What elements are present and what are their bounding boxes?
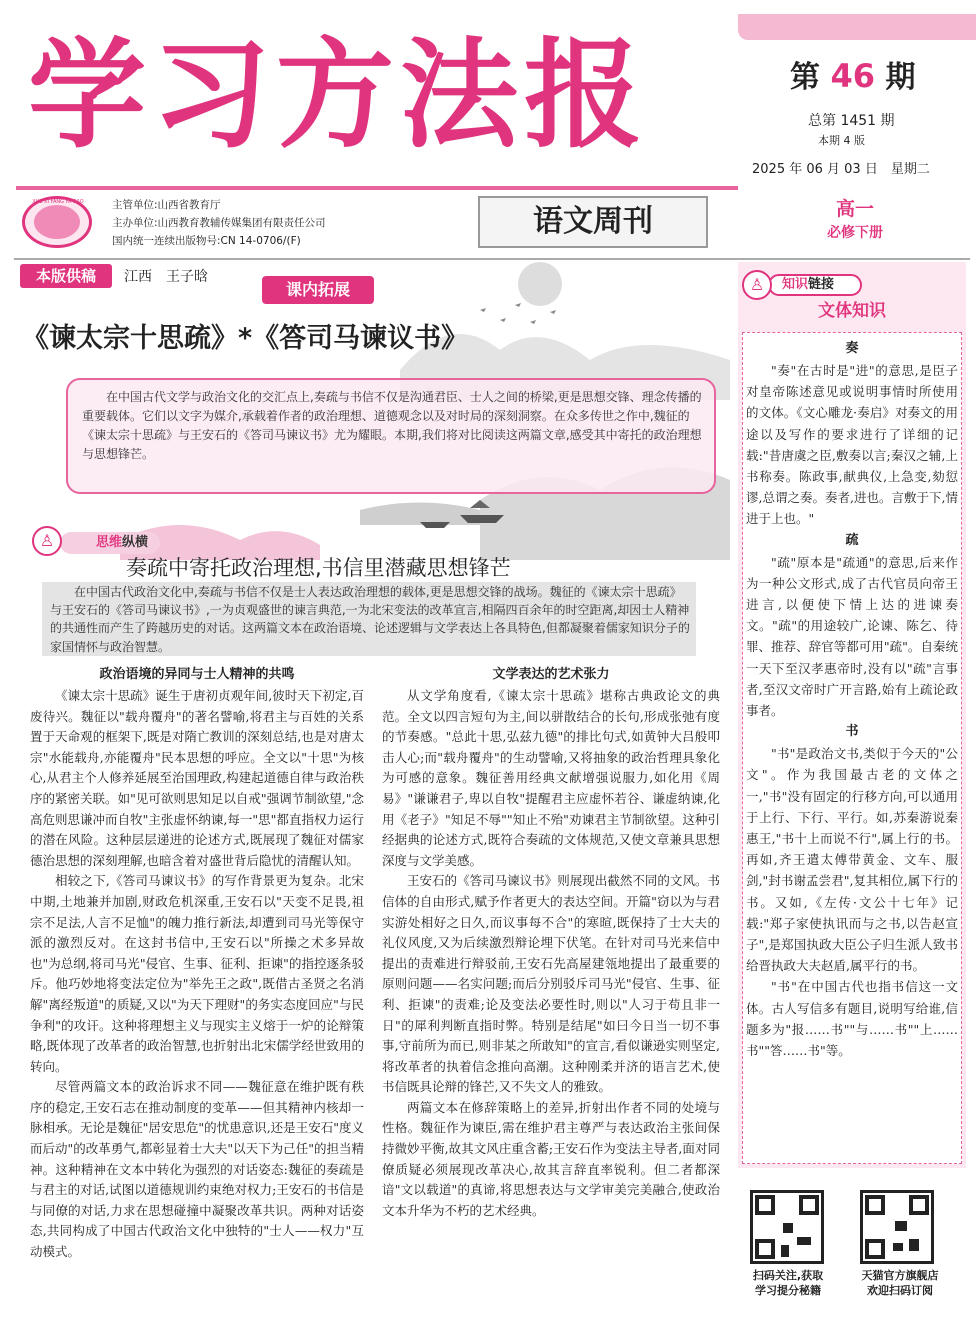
scholar-icon: ♙ [32,526,62,556]
sidebar-title: 文体知识 [818,301,886,321]
section-tag-a: 思维 [96,535,123,550]
heading-shu-letter: 书 [845,724,859,740]
article-subtitle: 奏疏中寄托政治理想,书信里潜藏思想锋芒 [126,556,511,580]
paragraph: "书"是政治文书,类似于今天的"公文"。作为我国最古老的文体之一,"书"没有固定的行移方向,可以通用于上行、下行、平行。如,苏秦游说秦惠王,"书十上而说不行",属上行的书。再如,齐王遣太傅带黄金、文车、服剑,"封书谢孟尝君",复其相位,属下行的书。又如,《左传·文公十七年》记载:"郑子家使执讯而与之书,以告赵宣子",是郑国执政大臣公子归生派人致书给晋执政大夫赵盾,属平行的书。 [746,746,958,974]
heading-political-context: 政治语境的异同与士人精神的共鸣 [99,667,295,682]
book-label: 必修下册 [827,225,883,241]
lead-text: 在中国古代政治文化中,奏疏与书信不仅是士人表达政治理想的载体,更是思想交锋的战场。魏征的《谏太宗十思疏》与王安石的《答司马谏议书》,一为贞观盛世的谏言典范,一为北宋变法的改革宣言,相隔四百余年的时空距离,却因士人精神的共通性而产生了跨越历史的对话。这两篇文本在政治语境、论述逻辑与文学表达上各具特色,但都凝聚着儒家知识分子的家国情怀与政治智慧。 [50,585,690,654]
paragraph: 两篇文本在修辞策略上的差异,折射出作者不同的处境与性格。魏征作为谏臣,需在维护君主尊严与表达政治主张间保持微妙平衡,故其文风庄重含蓄;王安石作为变法主导者,面对同僚质疑必须展现改革决心,故其言辞直率锐利。但二者都深谙"文以载道"的真谛,将思想表达与文学审美完美融合,使政治文本升华为不朽的艺术经典。 [382,1099,720,1218]
issue-number: 第 46 期 [790,57,916,95]
qr-caption-line: 天猫官方旗舰店 [861,1269,939,1282]
host-line: 主办单位:山西教育教辅传媒集团有限责任公司 [112,217,326,229]
qr-caption-line: 学习提分秘籍 [755,1284,821,1297]
author-name: 江西 王子晗 [124,269,208,285]
paragraph: "书"在中国古代也指书信这一文体。古人写信多有题目,说明写给谁,信题多为"报……书""与……书""上……书""答……书"等。 [746,979,958,1059]
qr-code-icon[interactable] [860,1190,934,1264]
issue-band [738,14,976,40]
intro-text: 在中国古代文学与政治文化的交汇点上,奏疏与书信不仅是沟通君臣、士人之间的桥梁,更是思想交锋、理念传播的重要载体。它们以文字为媒介,承载着作者的政治理想、道德观念以及对时局的深刻洞察。在众多传世之作中,魏征的《谏太宗十思疏》与王安石的《答司马谏议书》尤为耀眼。本期,我们将对比阅读这两篇文章,感受其中寄托的政治理想与思想锋芒。 [82,390,702,461]
issue-date: 2025 年 06 月 03 日 星期二 [752,162,930,177]
qr-caption-line: 扫码关注,获取 [752,1269,824,1282]
paragraph: 《谏太宗十思疏》诞生于唐初贞观年间,彼时天下初定,百废待兴。魏征以"载舟覆舟"的著名譬喻,将君主与百姓的关系置于天命观的框架下,既是对隋亡教训的深刻总结,也是对唐太宗"水能载舟,亦能覆舟"民本思想的呼应。全文以"十思"为核心,从君主个人修养延展至治国理政,构建起道德自律与政治秩序的紧密关联。如"见可欲则思知足以自戒"强调节制欲望,"念高危则思谦冲而自牧"主张虚怀纳谏,每一"思"都直指权力运行的潜在风险。这种层层递进的论述方式,既展现了魏征对儒家德治思想的深刻理解,也暗含着对盛世背后隐忧的清醒认知。 [30,688,364,868]
qr-caption-line: 欢迎扫码订阅 [867,1284,933,1297]
page-count: 本期 4 版 [818,134,865,147]
qr-caption-left [740,1268,836,1298]
heading-zou: 奏 [845,341,859,356]
grade-label: 高一 [835,198,874,220]
provider-tag: 本版供稿 [20,264,112,288]
logo-text: XUE XI FANG FA BAO [32,199,84,205]
qr-caption-right [850,1268,950,1298]
knowledge-tag-b: 链接 [808,277,835,292]
column-tag: 课内拓展 [262,276,374,304]
section-tag-b: 纵横 [122,535,149,550]
paragraph: "奏"在古时是"进"的意思,是臣子对皇帝陈述意见或说明事情时所使用的文体。《文心雕龙·奏启》对奏文的用途以及写作的要求进行了详细的记载:"昔唐虞之臣,敷奏以言;秦汉之辅,上书称奏。陈政事,献典仪,上急变,劾愆谬,总谓之奏。奏者,进也。言敷于下,情进于上也。" [746,363,958,527]
newspaper-title: 学习方法报 [28,26,649,164]
body-column-2 [382,664,720,1221]
paragraph: 王安石的《答司马谏议书》则展现出截然不同的文风。书信体的自由形式,赋予作者更大的表达空间。开篇"窃以为与君实游处相好之日久,而议事每不合"的寒暄,既保持了士大夫的礼仪风度,又为后续激烈辩论埋下伏笔。在针对司马光来信中提出的责难进行辩驳前,王安石先高屋建瓴地提出了最重要的原则问题——名实问题;而后分别驳斥司马光"侵官、生事、征利、拒谏"的责难;论及变法必要性时,则以"人习于苟且非一日"的犀利判断直指时弊。特别是结尾"如曰今日当一切不事事,守前所为而已,则非某之所敢知"的宣言,看似谦逊实则坚定,将改革者的执着信念推向高潮。这种刚柔并济的语言艺术,使书信既具论辩的锋芒,又不失文人的雅致。 [382,873,720,1095]
total-issue: 总第 1451 期 [808,113,895,129]
heading-literary-tension: 文学表达的艺术张力 [492,667,610,682]
masthead-divider [16,186,738,190]
scholar-icon: ♙ [742,270,772,300]
weekly-name: 语文周刊 [478,196,708,248]
cn-line: 国内统一连续出版物号:CN 14-0706/(F) [112,235,301,247]
sidebar-content [746,338,958,1061]
paragraph: 从文学角度看,《谏太宗十思疏》堪称古典政论文的典范。全文以四言短句为主,间以骈散结合的长句,形成张弛有度的节奏感。"总此十思,弘兹九德"的排比句式,如黄钟大吕般叩击人心;而"载舟覆舟"的生动譬喻,又将抽象的政治哲理具象化为可感的意象。魏征善用经典文献增强说服力,如化用《周易》"谦谦君子,卑以自牧"提醒君主应虚怀若谷、谦虚纳谏,化用《老子》"知足不辱""知止不殆"劝谏君主节制欲望。这种引经据典的论述方式,既符合奏疏的文体规范,又使文章兼具思想深度与文学美感。 [382,688,720,868]
paragraph: 尽管两篇文本的政治诉求不同——魏征意在维护既有秩序的稳定,王安石志在推动制度的变革——但其精神内核却一脉相承。无论是魏征"居安思危"的忧患意识,还是王安石"度义而后动"的改革勇气,都彰显着士大夫"以天下为己任"的担当精神。这种精神在文本中转化为强烈的对话姿态:魏征的奏疏是与君主的对话,试图以道德规训约束绝对权力;王安石的书信是与同僚的对话,力求在思想碰撞中凝聚改革共识。两种对话姿态,共同构成了中国古代政治文化中独特的"士人——权力"互动模式。 [30,1079,364,1260]
knowledge-tag-a: 知识 [782,277,809,292]
logo-emblem-icon [34,205,80,239]
paragraph: "疏"原本是"疏通"的意思,后来作为一种公文形式,成了古代官员向帝王进言,以便使下情上达的进谏奏文。"疏"的用途较广,论谏、陈乞、待罪、推荐、辞官等都可用"疏"。自秦统一天下至汉孝惠帝时,没有以"疏"言事者,至汉文帝时广开言路,始有上疏论政事者。 [746,554,958,719]
sponsor-line: 主管单位:山西省教育厅 [112,199,221,211]
heading-shu: 疏 [845,532,859,548]
qr-code-icon[interactable] [750,1190,824,1264]
article-title: 《谏太宗十思疏》*《答司马谏议书》 [22,323,469,354]
body-column-1 [30,664,364,1263]
paragraph: 相较之下,《答司马谏议书》的写作背景更为复杂。北宋中期,土地兼并加剧,财政危机深重,王安石以"天变不足畏,祖宗不足法,人言不足恤"的魄力推行新法,却遭到司马光等保守派的激烈反对。在这封书信中,王安石以"所操之术多异故也"为总纲,将司马光"侵官、生事、征利、拒谏"的指控逐条驳斥。他巧妙地将变法定位为"举先王之政",既借古圣贤之名消解"离经叛道"的质疑,又以"为天下理财"的务实态度回应"与民争利"的攻讦。这种将理想主义与现实主义熔于一炉的论辩策略,既体现了改革者的政治智慧,也折射出北宋儒学经世致用的转向。 [30,873,364,1074]
